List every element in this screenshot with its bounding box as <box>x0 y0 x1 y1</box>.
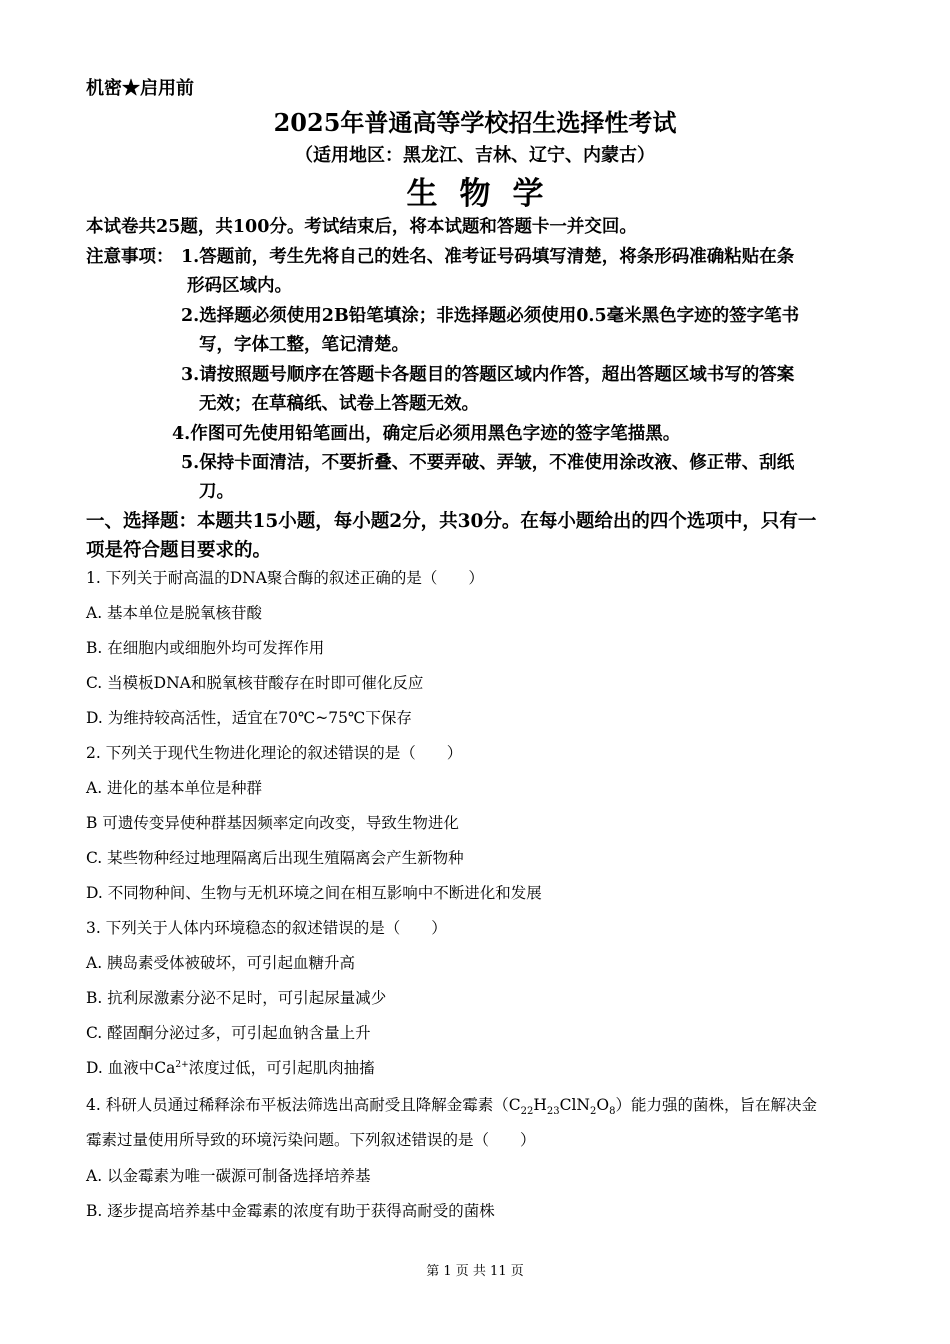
question-4-option-b: B. 逐步提高培养基中金霉素的浓度有助于获得高耐受的菌株 <box>86 1202 495 1220</box>
question-1-option-b: B. 在细胞内或细胞外均可发挥作用 <box>86 639 325 657</box>
question-3-option-a: A. 胰岛素受体被破坏，可引起血糖升高 <box>86 954 356 972</box>
question-3-stem: 3. 下列关于人体内环境稳态的叙述错误的是（ ） <box>86 919 447 937</box>
q4-h: H <box>533 1096 547 1114</box>
note-2-line-1: 2.选择题必须使用2B铅笔填涂；非选择题必须使用0.5毫米黑色字迹的签字笔书 <box>181 306 800 326</box>
note-3-line-2: 无效；在草稿纸、试卷上答题无效。 <box>199 394 479 414</box>
note-5-line-1: 5.保持卡面清洁，不要折叠、不要弄破、弄皱，不准使用涂改液、修正带、刮纸 <box>181 453 795 473</box>
question-4-stem-line-2: 霉素过量使用所导致的环境污染问题。下列叙述错误的是（ ） <box>86 1131 536 1149</box>
question-2-stem: 2. 下列关于现代生物进化理论的叙述错误的是（ ） <box>86 744 463 762</box>
q4-text-pre: 4. 科研人员通过稀释涂布平板法筛选出高耐受且降解金霉素（C <box>86 1096 521 1114</box>
question-4-stem-line-1 <box>86 1093 817 1118</box>
question-1-stem: 1. 下列关于耐高温的DNA聚合酶的叙述正确的是（ ） <box>86 569 484 587</box>
question-1-option-a: A. 基本单位是脱氧核苷酸 <box>86 604 263 622</box>
note-3-line-1: 3.请按照题号顺序在答题卡各题目的答题区域内作答，超出答题区域书写的答案 <box>181 365 795 385</box>
note-1-line-2: 形码区域内。 <box>187 276 292 296</box>
note-4: 4.作图可先使用铅笔画出，确定后必须用黑色字迹的签字笔描黑。 <box>172 424 681 444</box>
section-1-heading-line-2: 项是符合题目要求的。 <box>86 540 272 561</box>
q4-sub-3: 2 <box>589 1106 597 1118</box>
question-2-option-a: A. 进化的基本单位是种群 <box>86 779 263 797</box>
q4-sub-1: 22 <box>520 1106 534 1118</box>
question-2-option-b: B 可遗传变异使种群基因频率定向改变，导致生物进化 <box>86 814 459 832</box>
page-number: 第 1 页 共 11 页 <box>426 1264 524 1279</box>
q3d-superscript: 2+ <box>175 1059 189 1070</box>
question-1-option-d: D. 为维持较高活性，适宜在70℃~75℃下保存 <box>86 709 412 727</box>
question-3-option-d <box>86 1056 375 1078</box>
notes-label: 注意事项： <box>86 247 174 267</box>
question-3-option-c: C. 醛固酮分泌过多，可引起血钠含量上升 <box>86 1024 371 1042</box>
question-3-option-b: B. 抗利尿激素分泌不足时，可引起尿量减少 <box>86 989 387 1007</box>
q4-o: O <box>596 1096 610 1114</box>
q4-cln: ClN <box>559 1096 590 1114</box>
confidential-label: 机密★启用前 <box>86 78 194 99</box>
q4-sub-2: 23 <box>546 1106 560 1118</box>
q4-text-post: ）能力强的菌株，旨在解决金 <box>615 1096 817 1114</box>
question-2-option-c: C. 某些物种经过地理隔离后出现生殖隔离会产生新物种 <box>86 849 464 867</box>
question-2-option-d: D. 不同物种间、生物与无机环境之间在相互影响中不断进化和发展 <box>86 884 542 902</box>
region-note: （适用地区：黑龙江、吉林、辽宁、内蒙古） <box>295 145 655 166</box>
q4-sub-4: 8 <box>609 1106 616 1118</box>
question-4-option-a: A. 以金霉素为唯一碳源可制备选择培养基 <box>86 1167 371 1185</box>
q3d-text-post: 浓度过低，可引起肌肉抽搐 <box>188 1059 375 1077</box>
section-1-heading-line-1: 一、选择题：本题共15小题，每小题2分，共30分。在每小题给出的四个选项中，只有一 <box>86 511 817 532</box>
q3d-text-pre: D. 血液中Ca <box>86 1059 176 1077</box>
question-1-option-c: C. 当模板DNA和脱氧核苷酸存在时即可催化反应 <box>86 674 424 692</box>
note-1-line-1: 1.答题前，考生先将自己的姓名、准考证号码填写清楚，将条形码准确粘贴在条 <box>181 247 795 267</box>
subject-title: 生物学 <box>406 176 566 212</box>
exam-title: 2025年普通高等学校招生选择性考试 <box>273 108 677 137</box>
note-2-line-2: 写，字体工整，笔记清楚。 <box>199 335 409 355</box>
exam-summary: 本试卷共25题，共100分。考试结束后，将本试题和答题卡一并交回。 <box>86 217 637 237</box>
note-5-line-2: 刀。 <box>199 482 234 502</box>
